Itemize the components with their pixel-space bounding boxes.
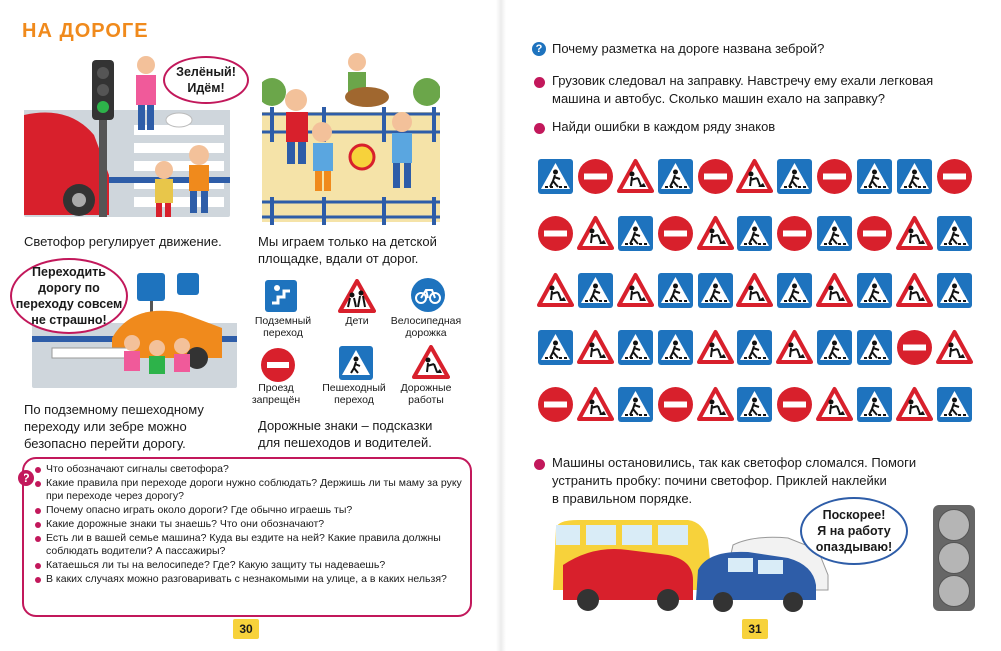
sign-label-road-works: Дорожные работы [400, 382, 452, 406]
pedestrian-crossing-icon[interactable] [856, 386, 893, 423]
list-item: Есть ли в вашей семье машина? Куда вы ездите на ней? Какие правила должны соблюдать водители? А пассажиры? [46, 532, 464, 557]
pedestrian-crossing-icon [338, 345, 374, 381]
scene3-speech-bubble: Переходить дорогу по переходу совсем не страшно! [10, 258, 128, 334]
driver-speech-bubble: Поскорее! Я на работу опаздываю! [800, 497, 908, 565]
sign-label-pedestrian: Пешеходный переход [322, 382, 386, 406]
pedestrian-crossing-icon[interactable] [816, 329, 853, 366]
no-entry-icon[interactable] [657, 386, 694, 423]
scene1-speech-bubble: Зелёный! Идём! [163, 56, 249, 104]
pedestrian-crossing-icon[interactable] [856, 158, 893, 195]
bullet-dot-icon [534, 123, 545, 134]
road-works-icon[interactable] [896, 272, 933, 309]
no-entry-icon[interactable] [896, 329, 933, 366]
sign-label-underground: Подземный переход [254, 315, 312, 339]
bullet-dot-icon [534, 459, 545, 470]
sign-label-children: Дети [345, 315, 369, 327]
road-works-icon[interactable] [936, 329, 973, 366]
road-works-icon[interactable] [697, 215, 734, 252]
sign-label-no-entry: Проезд запрещён [251, 382, 301, 406]
pedestrian-crossing-icon[interactable] [657, 158, 694, 195]
pedestrian-crossing-icon[interactable] [657, 329, 694, 366]
road-works-icon[interactable] [697, 386, 734, 423]
road-works-icon[interactable] [617, 272, 654, 309]
page-title: НА ДОРОГЕ [22, 20, 149, 42]
sign-label-bicycle: Велосипедная дорожка [390, 315, 462, 339]
road-works-icon[interactable] [577, 329, 614, 366]
question-traffic-light: Машины остановились, так как светофор сломался. Помоги устранить пробку: почини светофор. Приклей наклейки в правильном порядке. [552, 455, 917, 506]
children-sign-icon [338, 279, 376, 313]
question-mark-icon: ? [18, 470, 34, 486]
pedestrian-crossing-icon[interactable] [936, 386, 973, 423]
no-entry-icon[interactable] [856, 215, 893, 252]
questions-list [24, 459, 470, 586]
road-works-icon[interactable] [736, 272, 773, 309]
pedestrian-crossing-icon[interactable] [617, 329, 654, 366]
no-entry-icon[interactable] [577, 158, 614, 195]
list-item: Катаешься ли ты на велосипеде? Где? Какую защиту ты надеваешь? [46, 559, 464, 572]
caption-playground: Мы играем только на детской площадке, вдали от дорог. [258, 234, 437, 266]
pedestrian-crossing-icon[interactable] [657, 272, 694, 309]
no-entry-icon[interactable] [776, 386, 813, 423]
bullet-dot-icon [534, 77, 545, 88]
pedestrian-crossing-icon[interactable] [617, 215, 654, 252]
pedestrian-crossing-icon[interactable] [537, 158, 574, 195]
page-number-right: 31 [742, 619, 768, 639]
no-entry-icon[interactable] [537, 215, 574, 252]
sign-row-5 [537, 386, 973, 426]
pedestrian-crossing-icon[interactable] [856, 329, 893, 366]
road-works-icon[interactable] [816, 386, 853, 423]
sign-row-3 [537, 272, 973, 312]
question-find-errors: Найди ошибки в каждом ряду знаков [552, 119, 776, 134]
road-works-icon[interactable] [697, 329, 734, 366]
question-zebra: Почему разметка на дороге названа зеброй? [552, 41, 825, 56]
playground-scene [262, 52, 440, 230]
pedestrian-crossing-icon[interactable] [736, 386, 773, 423]
traffic-jam-scene [548, 520, 833, 612]
caption-road-signs: Дорожные знаки – подсказки для пешеходов и водителей. [258, 418, 433, 450]
road-works-icon[interactable] [577, 215, 614, 252]
pedestrian-crossing-icon[interactable] [816, 215, 853, 252]
pedestrian-crossing-icon[interactable] [936, 272, 973, 309]
sign-rows-grid [537, 158, 973, 443]
road-works-icon[interactable] [896, 215, 933, 252]
traffic-light-slot[interactable] [938, 542, 970, 574]
pedestrian-crossing-icon[interactable] [776, 272, 813, 309]
left-page [0, 0, 500, 651]
no-entry-icon[interactable] [936, 158, 973, 195]
question-mark-icon: ? [532, 42, 546, 56]
traffic-light-slot[interactable] [938, 509, 970, 541]
broken-traffic-light [933, 505, 975, 611]
list-item: Что обозначают сигналы светофора? [46, 463, 464, 476]
no-entry-icon [260, 347, 296, 383]
pedestrian-crossing-icon[interactable] [736, 329, 773, 366]
page-number-left: 30 [233, 619, 259, 639]
pedestrian-crossing-icon[interactable] [776, 158, 813, 195]
road-works-icon[interactable] [577, 386, 614, 423]
underground-crossing-icon [264, 279, 298, 313]
pedestrian-crossing-icon[interactable] [856, 272, 893, 309]
road-works-icon[interactable] [537, 272, 574, 309]
road-works-icon[interactable] [776, 329, 813, 366]
pedestrian-crossing-icon[interactable] [896, 158, 933, 195]
book-spine [496, 0, 506, 651]
road-works-icon[interactable] [896, 386, 933, 423]
no-entry-icon[interactable] [697, 158, 734, 195]
caption-underground-crossing: По подземному пешеходному переходу или зебре можно безопасно перейти дорогу. [24, 402, 204, 451]
pedestrian-crossing-icon[interactable] [697, 272, 734, 309]
pedestrian-crossing-icon[interactable] [936, 215, 973, 252]
no-entry-icon[interactable] [776, 215, 813, 252]
road-works-icon [412, 345, 450, 379]
pedestrian-crossing-icon[interactable] [617, 386, 654, 423]
list-item: Какие дорожные знаки ты знаешь? Что они обозначают? [46, 518, 464, 531]
road-works-icon[interactable] [617, 158, 654, 195]
no-entry-icon[interactable] [657, 215, 694, 252]
sign-row-4 [537, 329, 973, 369]
no-entry-icon[interactable] [537, 386, 574, 423]
sign-row-1 [537, 158, 973, 198]
road-works-icon[interactable] [736, 158, 773, 195]
list-item: Почему опасно играть около дороги? Где обычно играешь ты? [46, 504, 464, 517]
questions-box [22, 457, 472, 617]
pedestrian-crossing-icon[interactable] [736, 215, 773, 252]
bicycle-path-icon [410, 277, 446, 313]
road-works-icon[interactable] [816, 272, 853, 309]
cars-illustration [548, 520, 833, 612]
caption-traffic-light: Светофор регулирует движение. [24, 234, 222, 249]
question-gas-station: Грузовик следовал на заправку. Навстречу ему ехали легковая машина и автобус. Сколько машин ехало на заправку? [552, 73, 934, 106]
list-item: Какие правила при переходе дороги нужно соблюдать? Держишь ли ты маму за руку при переходе через дорогу? [46, 477, 464, 502]
list-item: В каких случаях можно разговаривать с незнакомыми на улице, а в каких нельзя? [46, 573, 464, 586]
traffic-light-slot[interactable] [938, 575, 970, 607]
playground-illustration [262, 52, 440, 230]
sign-row-2 [537, 215, 973, 255]
pedestrian-crossing-icon[interactable] [537, 329, 574, 366]
no-entry-icon[interactable] [816, 158, 853, 195]
pedestrian-crossing-icon[interactable] [577, 272, 614, 309]
